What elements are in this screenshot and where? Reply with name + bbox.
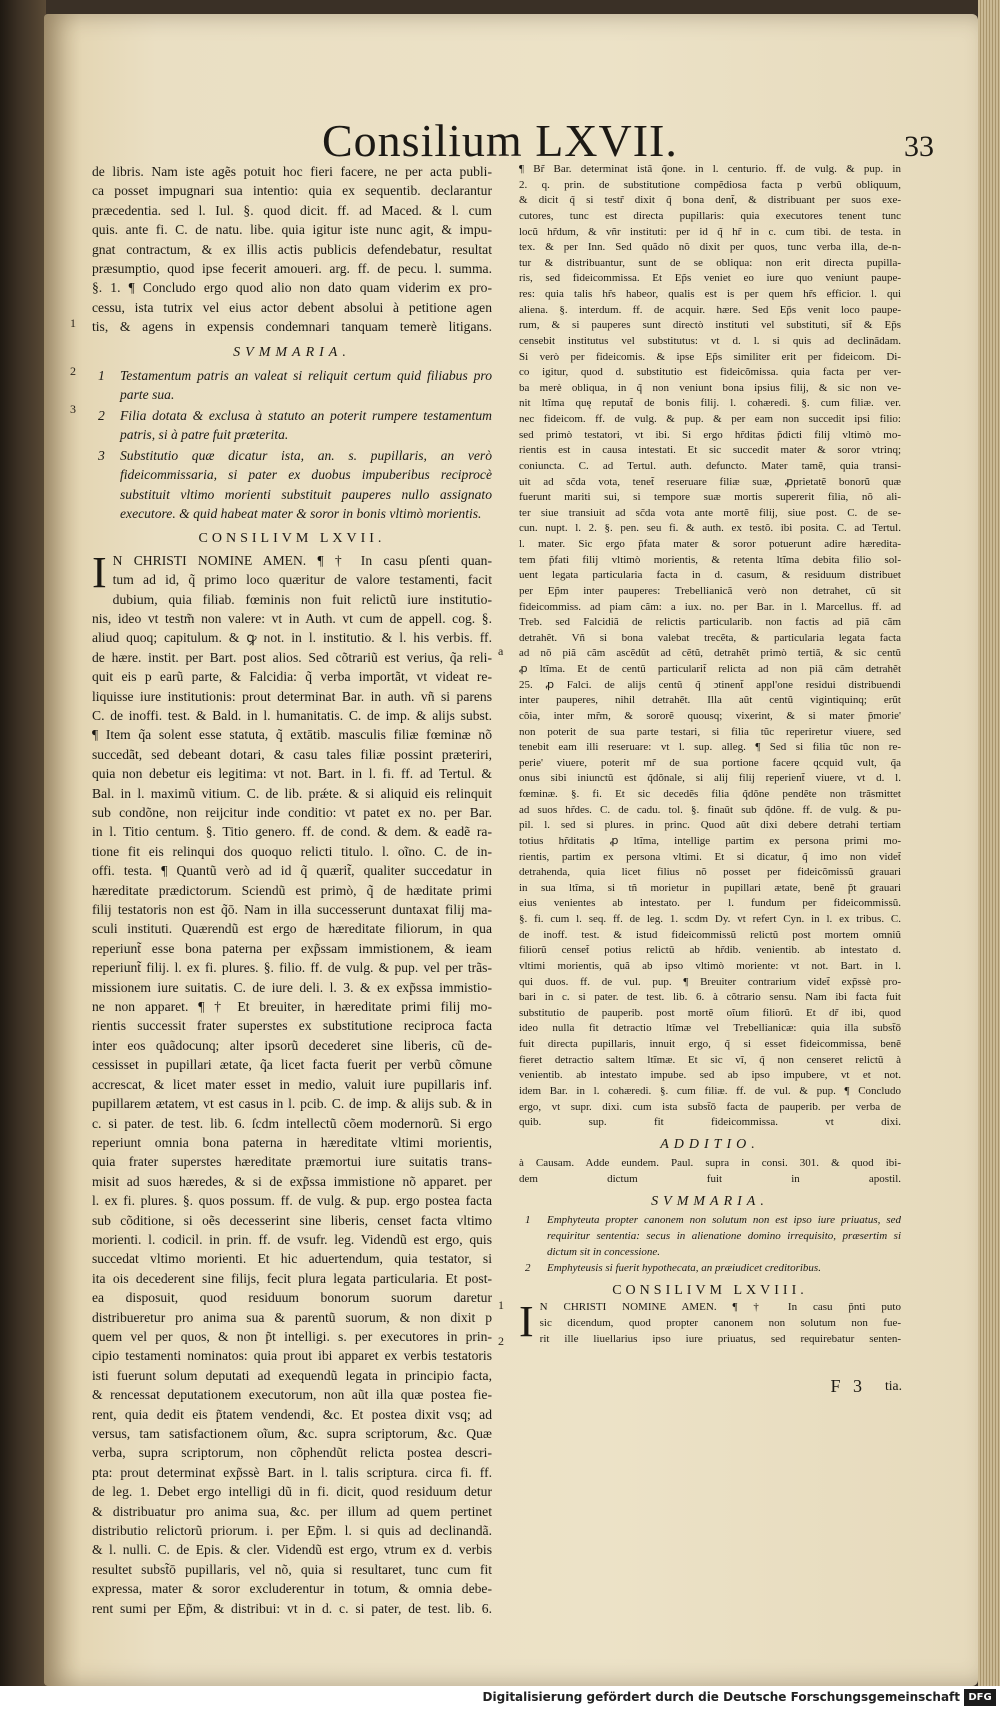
text-line: ¶ Br̃ Bar. determinat istã q̃one. in l. centurio. ff. de vulg. & pup. in	[519, 163, 901, 175]
text-line: eius venientes ab intestato. per l. fundum per fideicommissũ.	[519, 897, 901, 910]
text-line: locũ hr̃dum, & vñr instituti: per id q̃ hr̃ in c. cum tibi. de testa. in	[519, 225, 901, 238]
summaria-item	[519, 1213, 901, 1260]
text-line: & l. nulli. C. de Epis. & cler. Videndũ est ergo, vtrum ex d. verbis	[92, 1542, 492, 1558]
text-line: misit ad suos hæredes, & si de exp̃ssa immistione nõ apparet. per	[92, 1173, 492, 1189]
text-line: bari in c. si pater. de test. lib. 6. à cõtrario sensu. Nam ibi facta fuit	[519, 991, 901, 1004]
summaria-text: Filia dotata & exclusa à statuto an poterit rumpere testamentum patris, si à patre fuit præterita.	[120, 407, 492, 443]
footer-credit: Digitalisierung gefördert durch die Deutsche Forschungsgemeinschaft	[482, 1690, 960, 1704]
text-line: distributio relictorũ priorum. i. per Ep̃m. l. si quis ad declinandã.	[92, 1523, 492, 1539]
text-line: rientis est in causa intestati. Et sic succedit mater & soror vtrinq;	[519, 444, 901, 457]
text-line: sculi instituti. Quærendũ est ergo de hæreditate filiorum, in qua	[92, 921, 492, 937]
text-line: res: quia talis hr̃s habeor, qualis est is per quem hr̃s efficior. l. qui	[519, 288, 901, 300]
text-line: l. mater. Sic ergo p̃fata mater & soror potuerunt adire hæredita-	[519, 538, 901, 550]
text-line: uit ad sc̃da vota, tenet̃ reseruare filiæ suæ, ꝓprietatẽ bonorũ quæ	[519, 475, 901, 488]
text-line: nec fideicom. ff. de vulg. & pup. & per eam non succedit ipsi filio:	[519, 413, 901, 425]
text-line: pta: prout determinat exp̃ssè Bart. in l. talis scriptura. circa fi. ff.	[92, 1464, 492, 1480]
text-line: ꝓ ltĩma. Et de centũ particularit̃ relicta ad non piã cãm detrahẽt	[519, 663, 901, 675]
text-line: pil. l. sed si plures. in princ. Quod aũt dixi debere detrahi tertiam	[519, 819, 901, 832]
text-line: ter siue transiuit ad sc̃da vota ante mortẽ filij, siue post. C. de se-	[519, 506, 901, 519]
text-line: missionem iure suitatis. C. de iure deli. l. 3. & ex exp̃ssa immistio-	[92, 979, 492, 995]
text-line: aliud quoq; capitulum. & ꝙ not. in l. institutio. & l. his verbis. ff.	[92, 630, 492, 646]
text-line: distribueretur pro anima sua & parentũ suorum, & non dixit p	[92, 1309, 492, 1325]
text-line: & dicit q̃ si testr̃ dixit q̃ bona dent̃, & distribuant per suos exe-	[519, 194, 901, 207]
text-line: cun. nupt. l. 2. §. pen. seu fi. & auth. ex testõ. ibi posita. C. ad Tertul.	[519, 522, 901, 535]
text-line: cessu, ista tutrix vel eius actor debent absolui à petitione agen	[92, 299, 492, 315]
text-line: substitutio de pauperib. post mortẽ oĩum filiorũ. Et dr̃ ibi, quod	[519, 1006, 901, 1019]
page-number: 33	[904, 130, 934, 163]
text-line: per Ep̃m inter pauperes: Trebellianicã verò non detrahet, cũ sit	[519, 584, 901, 597]
text-line: reperiunt̃ esse bona paterna per exp̃ssam immistionem, & ieam	[92, 940, 492, 956]
text-line: hæreditate prædictorum. Sciendũ est primò, q̃ de hæditate primi	[92, 882, 492, 898]
summaria-list	[519, 1213, 901, 1277]
summaria-item	[92, 446, 492, 524]
text-line: præsumptio, quod ipse fecerit amoueri. arg. ff. de pecu. l. summa.	[92, 261, 492, 277]
summaria-item	[519, 1261, 901, 1277]
summaria-number: 2	[98, 407, 105, 423]
text-line: filij testatoris non est q̃ō. Nam in illa successerunt duntaxat filij ma-	[92, 902, 492, 918]
text-line: quis. ante fi. C. de natu. libe. quia igitur iste nunc agit, & impu-	[92, 222, 492, 238]
text-line: succedat vltimo morienti. Et hic aduertendum, quia testator, si	[92, 1251, 492, 1267]
text-line: tex. & per Inn. Sed quãdo nõ dixit per quos, tunc verba illa, de-n-	[519, 241, 901, 254]
text-line: ideo nulla fit detractio ltĩmæ vel Trebellianicæ: quia illa subst̃ō	[519, 1022, 901, 1035]
right-column	[519, 162, 901, 1347]
text-line: morienti. l. codicil. in prin. ff. de vsufr. leg. Videndũ est ergo, quis	[92, 1231, 492, 1247]
text-line: detrahẽt. Vñ si bona valebat trecẽta, & particularia legata facta	[519, 631, 901, 644]
text-line: ne non apparet. ¶ † Et breuiter, in hæreditate primi filij mo-	[92, 999, 492, 1015]
text-line: sed primò testatori, vt ibi. Si ergo hr̃ditas p̃dicti filij vltimò mo-	[519, 428, 901, 441]
text-line: à Causam. Adde eundem. Paul. supra in consi. 301. & quod ibi-	[519, 1157, 901, 1170]
text-line: ea disposuit, quod residuum bonorum suorum daretur	[92, 1290, 492, 1306]
book-page	[44, 14, 978, 1686]
text-line: c. si pater. de test. lib. 6. ſcdm intellectũ cõem modernorũ. Si ergo	[92, 1115, 492, 1131]
text-line: tur & distribuantur, sunt de se obliqua: non erit directa pupilla-	[519, 256, 901, 269]
text-line: filiorũ censet̃ potius relictũ ab hr̃dib. venientib. ab intestato d.	[519, 944, 901, 957]
summaria-text: Emphyteuta propter canonem non solutum non est ipso iure priuatus, sed requiritur sententia: secus in alienatione domino irrequisito, præsertim si dictum sit in concessione.	[547, 1214, 901, 1258]
summaria-number: 1	[525, 1214, 531, 1227]
text-line: ergo, vt supr. dixi. cum ista subst̃ō facta de pauperib. per verba de	[519, 1100, 901, 1113]
margin-number: 2	[498, 1334, 504, 1348]
text-line: 25. ꝓ Falci. de alijs centũ q̃ ↄtinent̃ appl'one residui distribuendi	[519, 678, 901, 691]
text-line: ad suos hr̃des. C. de cadu. tol. §. finaũt sub q̃dõne. ff. de vulg. & pu-	[519, 803, 901, 816]
summaria-list	[92, 366, 492, 523]
text-line: coniuncta. C. ad Tertul. auth. defuncto. Mater tamẽ, quia transi-	[519, 459, 901, 472]
text-line: succedãt, sed debeant dotari, & casu tales filiæ possint præteriri,	[92, 746, 492, 762]
text-line: C. de inoffi. test. & Bald. in l. humanitatis. C. de imp. & alijs subst.	[92, 707, 492, 723]
text-line: vltimi morientis, quã ab ipso vltimò moriente: vt not. Bart. in l.	[519, 959, 901, 972]
text-line: fœminæ. §. fi. Et sic decedẽs filia q̃dõne pendẽte non trãsmittet	[519, 788, 901, 800]
text-line: cipio testamenti nominatos: quia prout ibi apparet ex verbis testatoris	[92, 1348, 492, 1364]
text-line: inter eos quãdocunq; alter ipsorũ decederet sine liberis, cũ de-	[92, 1037, 492, 1053]
text-line: sub cõditione, si oẽs decesserint sine liberis, censet facta vltimo	[92, 1212, 492, 1228]
text-line: aliena. §. interdum. ff. de acquir. hære. Sed Ep̃s venit loco paupe-	[519, 303, 901, 316]
text-line: pupillarem ætatem, vt est casus in l. pcib. C. de imp. & alijs sub. & in	[92, 1096, 492, 1112]
additio-heading: ADDITIO.	[660, 1136, 760, 1152]
text-line: expressa, mater & soror excluderentur in totum, & omnia debe-	[92, 1581, 492, 1597]
text-line: §. fi. cum l. seq. ff. de leg. 1. scdm Dy. vt refert Cyn. in l. ex tribus. C.	[519, 913, 901, 925]
left-column	[92, 162, 492, 1618]
text-line: cessisset in pupillari ætate, q̃a licet facta fuerit per verbũ cõmune	[92, 1057, 492, 1073]
summaria-number: 1	[98, 368, 105, 384]
text-line: uent legata particularia facta in d. casum, & residuum distribuet	[519, 569, 901, 582]
consilium-heading: CONSILIVM LXVIII.	[612, 1282, 808, 1298]
text-line: rent, quia dedit eis p̃tatem vendendi, &c. Et postea dixit vsq; ad	[92, 1406, 492, 1422]
text-line: isti fuerunt solum deputati ad exequendũ legata in principio facta,	[92, 1367, 492, 1383]
text-line: offi. testa. ¶ Quantũ verò ad id q̃ quærit̃, qualiter succedatur in	[92, 863, 492, 879]
text-line: ita ois decederent sine filijs, fecit plura legata particularia. Et post-	[92, 1270, 492, 1286]
book-gutter	[0, 0, 46, 1710]
text-line: reperiunt̃ filij. l. ex fi. plures. §. filio. ff. de vulg. & pup. vel per trãs-	[92, 960, 492, 976]
running-title: Consilium LXVII.	[322, 115, 678, 166]
text-line: 2. q. prin. de substitutione compẽdiosa facta p verbũ obliquum,	[519, 178, 901, 191]
text-line: ba merè obliqua, in q̃ non veniunt bona ipsius filij, & sic non ve-	[519, 381, 901, 394]
drop-capital: I	[519, 1297, 534, 1347]
text-line: dem dictum fuit in apostil.	[519, 1173, 901, 1185]
text-line: in sua ltĩma, si tñ morietur in pupillari ætate, benẽ p̃t grauari	[519, 881, 901, 894]
text-line: venientib. ab intestato impube. sed ab ipso impubere, vt et not.	[519, 1069, 901, 1082]
text-line: detrahenda, quia licet filius nõ posset per fideicõmissũ grauari	[519, 866, 901, 879]
summaria-text: Testamentum patris an valeat si reliquit certum quid filiabus pro parte sua.	[120, 368, 492, 403]
text-line: quia non debetur eis legitima: vt not. Bart. in l. fi. ff. ad Tertul. &	[92, 766, 492, 782]
text-line: reperiunt omnia bona paterna in hæreditate vltimi morientis,	[92, 1134, 492, 1150]
summaria-item	[92, 366, 492, 405]
text-line: in l. Titio centum. §. Titio genero. ff. de cond. & dem. & eadẽ ra-	[92, 824, 492, 840]
text-line: dubium, quia filiab. fœminis non fuit relictũ iure institutio-	[112, 591, 492, 607]
text-line: præcedentia. sed l. Iul. §. quod dicit. ff. ad Maced. & l. cum	[92, 202, 492, 218]
text-line: onus sibi iniunctũ est q̃dõnale, si alij filij reperient̃ viuere, vt d. l.	[519, 772, 901, 785]
text-line: ris, sed fideicommissa. Et Ep̃s veniet eo iure quo veniunt paupe-	[519, 272, 901, 285]
consilium-heading: CONSILIVM LXVII.	[198, 531, 386, 547]
text-line: ca posset impugnari sua intentio: quia ex sequentib. declarantur	[92, 183, 492, 199]
summaria-number: 3	[98, 447, 105, 463]
text-line: & distribuatur pro anima sua, &c. per illum ad quem pertinet	[92, 1503, 492, 1519]
margin-number: 1	[498, 1298, 504, 1312]
drop-capital: I	[92, 547, 107, 597]
text-line: cõia, inter mr̃m, & sororẽ quousq; vixerint, & si mater p̃morie'	[519, 709, 901, 722]
text-line: tum ad id, q̃ primo loco quæritur de valore testamenti, facit	[112, 572, 492, 588]
summaria-heading: SVMMARIA.	[651, 1193, 769, 1209]
text-line: tem p̃fati filij vltimò morientis, & retenta ltĩma debita filio sol-	[519, 553, 901, 566]
text-line: sic dicendum, quod propter canonem non solutum non fue-	[539, 1317, 901, 1329]
text-line: rent sumi per Ep̃m, & distribui: vt in d. c. si pater, de test. lib. 6.	[92, 1600, 492, 1616]
text-line: ad nõ piã cãm ascẽdũt ad cẽtũ, detrahẽt primò tertiã, & sic centũ	[519, 647, 901, 660]
text-line: resultet subst̃ō pupillaris, vel nõ, quia si resultaret, tunc cum fit	[92, 1561, 492, 1577]
text-line: versus, tam satisfactionem oĩum, &c. supra scriptorum, &c. Quæ	[92, 1426, 492, 1441]
margin-number: 2	[70, 364, 76, 378]
text-line: quib. sup. fit fideicommissa. vt dixi.	[519, 1116, 901, 1129]
dfg-logo: DFG	[964, 1689, 996, 1706]
text-line: fuerunt mariti sui, si tempore suæ mortis supererit filia, nõ ali-	[519, 491, 901, 504]
text-line: co igitur, quod d. substitutio est fideicõmissa. quia facta per ver-	[519, 366, 901, 379]
summaria-text: Substitutio quæ dicatur ista, an. s. pupillaris, an verò fideicommissaria, si pater ex duobus impuberibus reciprocè substituit vltimo morienti substituit pauperes nullo assignato executore. & quid habeat mater & soror in bonis vltimò morientis.	[120, 447, 492, 521]
text-line: rum, & si pauperes sunt directò instituti vel substituti, sit̃ & Ep̃s	[519, 319, 901, 332]
text-line: tenebit eam illi reseruare: vt l. sup. alleg. ¶ Sed si filia tũc non re-	[519, 741, 901, 754]
book-fore-edge	[978, 0, 1000, 1710]
text-line: de hære. instit. per Bart. post alios. Sed cõtrariũ est verius, q̃a reli-	[92, 649, 492, 665]
text-line: cutores, tunc est directa pupillaris: quia executores tenent tunc	[519, 209, 901, 222]
margin-number: 3	[70, 402, 76, 416]
summaria-text: Emphyteusis si fuerit hypothecata, an præiudicet creditoribus.	[547, 1262, 821, 1275]
text-line: ¶ Item q̃a solent esse statuta, q̃ extātib. masculis filiæ fœminæ nõ	[92, 727, 492, 743]
text-line: fideicommiss. ad piam cãm: a iux. no. per Bar. in l. Marcellus. ff. ad	[519, 600, 901, 613]
text-line: de inoff. test. & istud fideicommissũ relictũ post mortem omniũ	[519, 928, 901, 941]
summaria-number: 2	[525, 1262, 531, 1275]
text-line: qui duos. ff. de vul. pup. ¶ Breuiter contrarium videt̃ exp̃ssè pro-	[519, 975, 901, 988]
text-line: fuit directa pupillaris, innuit ergo, q̃ si esset fideicommissa, benẽ	[519, 1038, 901, 1050]
text-line: tis, & agens in expensis condemnari tanquam temerè litigans.	[92, 319, 492, 335]
text-line: Si verò per fideicomis. & ipse Ep̃s similiter erit per fideicom. Di-	[519, 350, 901, 363]
text-line: verba, supra scriptorum, non cõphendũt relicta postea descri-	[92, 1445, 492, 1461]
digitization-footer	[0, 1686, 1000, 1710]
text-line: censebit institutus vel substitutus: vt d. l. si quis ad declinãdam.	[519, 334, 901, 347]
text-line: nit ltĩma quę reputat̃ de bonis filij. l. cohæredi. §. cum filiæ. ver.	[519, 397, 901, 410]
text-line: quem vel per quos, & non p̃t intelligi. s. per executores in prin-	[92, 1328, 492, 1344]
text-line: nis, ideo vt testm̃ non valere: vt in Auth. vt cum de appell. cog. §.	[92, 610, 492, 626]
catchword: tia.	[885, 1378, 902, 1393]
text-line: quia frater superstes hæreditate præmortui iure suitatis trans-	[92, 1154, 492, 1170]
margin-number: 1	[70, 316, 76, 330]
text-line: rientis successit frater superstes ex substitutione reciproca facta	[92, 1018, 492, 1034]
text-line: N CHRISTI NOMINE AMEN. ¶ † In casu pſenti quan-	[112, 552, 492, 568]
text-line: non poterit de sua parte testari, si filia tũc reperiretur viuere, sed	[519, 725, 901, 738]
margin-number: a	[498, 644, 504, 658]
text-line: liquisse iure institutionis: prout determinat Bar. in auth. vñ si parens	[92, 688, 492, 704]
text-line: quit eis p earũ parte, & Falcidia: q̃ verba importãt, vt videat re-	[92, 669, 492, 685]
summaria-item	[92, 406, 492, 445]
text-line: & rencessat deputationem executorum, non aũt illa quæ postea fie-	[92, 1387, 492, 1403]
text-line: inter pauperes, nihil detrahẽt. Illa aũt centũ vigintiquinq; erũt	[519, 694, 901, 707]
text-line: rientis, partim ex persona vltimi. Et si dicatur, q̃ imo non videt̃	[519, 850, 901, 863]
text-line: accrescat, & licet mater esset in medio, valuit iure pupillaris inf.	[92, 1076, 492, 1092]
text-line: Bal. in l. maximũ vitium. C. de lib. prǽte. & si aliquid eis relinquit	[92, 785, 492, 801]
text-line: N CHRISTI NOMINE AMEN. ¶ † In casu p̃nti puto	[539, 1301, 901, 1314]
text-line: sub condõne, non reijcitur inde conditio: vt patet ex no. per Bar.	[92, 805, 492, 820]
text-line: idem Bar. in l. cohæredi. §. cum filiæ. ff. de vul. & pup. ¶ Concludo	[519, 1084, 901, 1097]
text-line: de libris. Nam iste agẽs potuit hoc fieri facere, ne per acta publi-	[92, 164, 492, 179]
text-line: rit ille liuellarius ipso iure priuatus, sed requirebatur senten-	[539, 1332, 901, 1345]
summaria-heading: SVMMARIA.	[233, 344, 351, 360]
text-line: totius hr̃ditatis ꝓ ltĩma, intellige partim ex persona primi mo-	[519, 834, 901, 847]
text-line: Treb. sed Falcidiã de relictis particularib. non factis ad piã cãm	[519, 616, 901, 629]
text-line: §. 1. ¶ Concludo ergo quod alio non dato quam viderim ex pro-	[92, 280, 492, 296]
text-line: l. ex fi. plures. §. quos possum. ff. de vulg. & pup. ergo postea facta	[92, 1193, 492, 1209]
text-line: gnat contractum, & ex illis actis publicis defendebatur, resultat	[92, 241, 492, 257]
text-line: de leg. 1. Debet ergo intelligi dũ in fi. dicit, quod residuum detur	[92, 1484, 492, 1500]
text-line: tione fit eis relinqui dos quoquo relicti titulo. l. oĩno. C. de in-	[92, 843, 492, 859]
signature-mark: F 3	[830, 1376, 866, 1396]
text-line: perie' viuere, poterit mr̃ de sua portione facere qcquid vult, q̃a	[519, 756, 901, 769]
text-line: fieret detractio saltem ltĩmæ. Et sic vĩ, q̃ non censeret relictũ à	[519, 1053, 901, 1066]
